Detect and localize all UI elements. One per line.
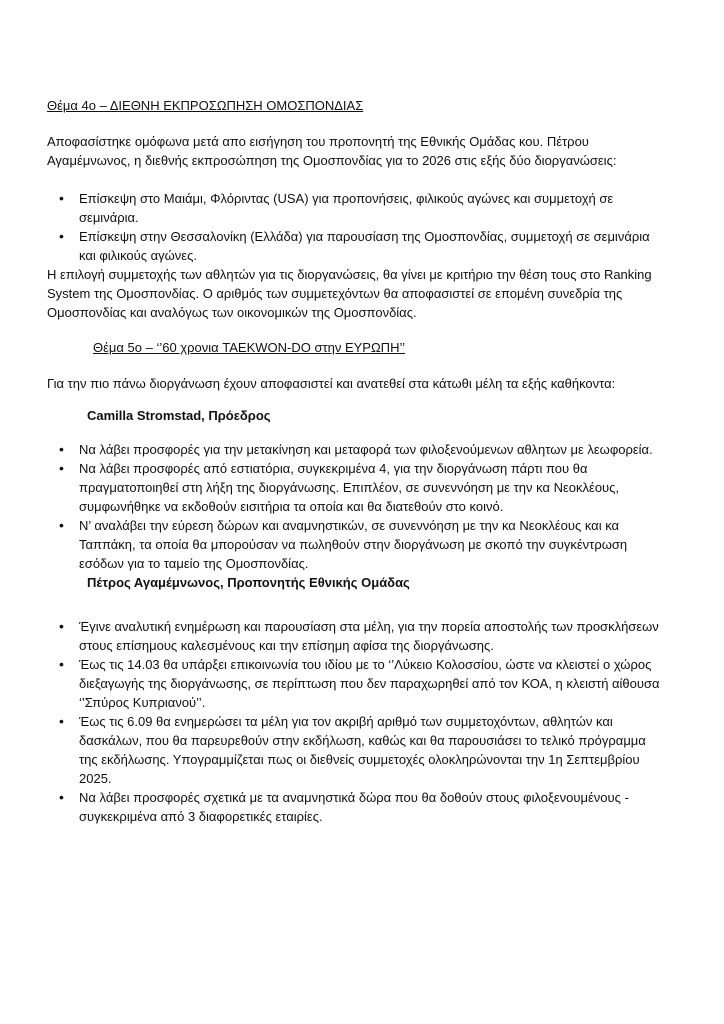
person-2-duty: • Έως τις 6.09 θα ενημερώσει τα μέλη για τον ακριβή αριθμό των συμμετοχόντων, αθλητών και δασκάλων, που θα παρευρεθούν στην εκδήλωση, καθώς και θα παρουσιάσει το τελικό πρόγραμμα της εκδήλωσης. Υπογραμμίζεται πως οι διεθνείς συμμετοχές ολοκληρώνονται την 1η Σεπτεμβρίου 2025. — [47, 712, 664, 788]
person-1-duty: • Να λάβει προσφορές για την μετακίνηση και μεταφορά των φιλοξενούμενων αθλητων με λεωφορεία. — [47, 440, 664, 459]
section-4-item: • Επίσκεψη στην Θεσσαλονίκη (Ελλάδα) για παρουσίαση της Ομοσπονδίας, συμμετοχή σε σεμινάρια και φιλικούς αγώνες. — [47, 227, 664, 265]
section-4-closing: Η επιλογή συμμετοχής των αθλητών για τις διοργανώσεις, θα γίνει με κριτήριο την θέση τους στο Ranking System της Ομοσπονδίας. Ο αριθμός των συμμετεχόντων θα αποφασιστεί σε επομένη συνεδρία της Ομοσπονδίας και αναλόγως των οικονομικών της Ομοσπονδίας. — [47, 267, 652, 320]
section-5-heading: Θέμα 5ο – ‘’60 χρονια TAEKWON-DO στην ΕΥΡΩΠΗ’’ — [93, 340, 405, 355]
person-2-duties — [47, 617, 664, 826]
section-4-item: • Επίσκεψη στο Μαιάμι, Φλόριντας (USA) για προπονήσεις, φιλικούς αγώνες και συμμετοχή σε σεμινάρια. — [47, 189, 664, 227]
person-2-title: Πέτρος Αγαμέμνωνος, Προπονητής Εθνικής Ομάδας — [87, 575, 410, 590]
person-2-duty: • Έως τις 14.03 θα υπάρξει επικοινωνία του ιδίου με το ‘’Λύκειο Κολοσσίου, ώστε να κλειστεί ο χώρος διεξαγωγής της διοργάνωσης, σε περίπτωση που δεν παραχωρηθεί από τον ΚΟΑ, η κλειστή αίθουσα ‘’Σπύρος Κυπριανού’’. — [47, 655, 664, 712]
person-1-title: Camilla Stromstad, Πρόεδρος — [87, 408, 271, 423]
section-4-list — [47, 189, 664, 265]
person-2-duty: • Έγινε αναλυτική ενημέρωση και παρουσίαση στα μέλη, για την πορεία αποστολής των προσκλήσεων στους επίσημους καλεσμένους και την επίσημη αφίσα της διοργάνωσης. — [47, 617, 664, 655]
person-1-duties — [47, 440, 664, 573]
person-2-duty: • Να λάβει προσφορές σχετικά με τα αναμνηστικά δώρα που θα δοθούν στους φιλοξενουμένους - συγκεκριμένα από 3 διαφορετικές εταιρίες. — [47, 788, 664, 826]
section-4-heading: Θέμα 4ο – ΔΙΕΘΝΗ ΕΚΠΡΟΣΩΠΗΣΗ ΟΜΟΣΠΟΝΔΙΑΣ — [47, 98, 364, 113]
person-1-duty: • Ν’ αναλάβει την εύρεση δώρων και αναμνηστικών, σε συνεννόηση με την κα Νεοκλέους και κα Ταππάκη, τα οποία θα μπορούσαν να πωληθούν στην διοργάνωση με σκοπό την συγκέντρωση εσόδων για το ταμείο της Ομοσπονδίας. — [47, 516, 664, 573]
section-4-intro: Αποφασίστηκε ομόφωνα μετά απο εισήγηση του προπονητή της Εθνικής Ομάδας κου. Πέτρου Αγαμέμνωνος, η διεθνής εκπροσώπηση της Ομοσπονδίας για το 2026 στις εξής δύο διοργανώσεις: — [47, 134, 617, 168]
section-5-intro: Για την πιο πάνω διοργάνωση έχουν αποφασιστεί και ανατεθεί στα κάτωθι μέλη τα εξής καθήκοντα: — [47, 376, 616, 391]
person-1-duty: • Να λάβει προσφορές από εστιατόρια, συγκεκριμένα 4, για την διοργάνωση πάρτι που θα πραγματοποιηθεί στη λήξη της διοργάνωσης. Επιπλέον, σε συνεννόηση με την κα Νεοκλέους, συμφωνήθηκε να εκδοθούν εισιτήρια τα οποία και θα διατεθούν στο κοινό. — [47, 459, 664, 516]
